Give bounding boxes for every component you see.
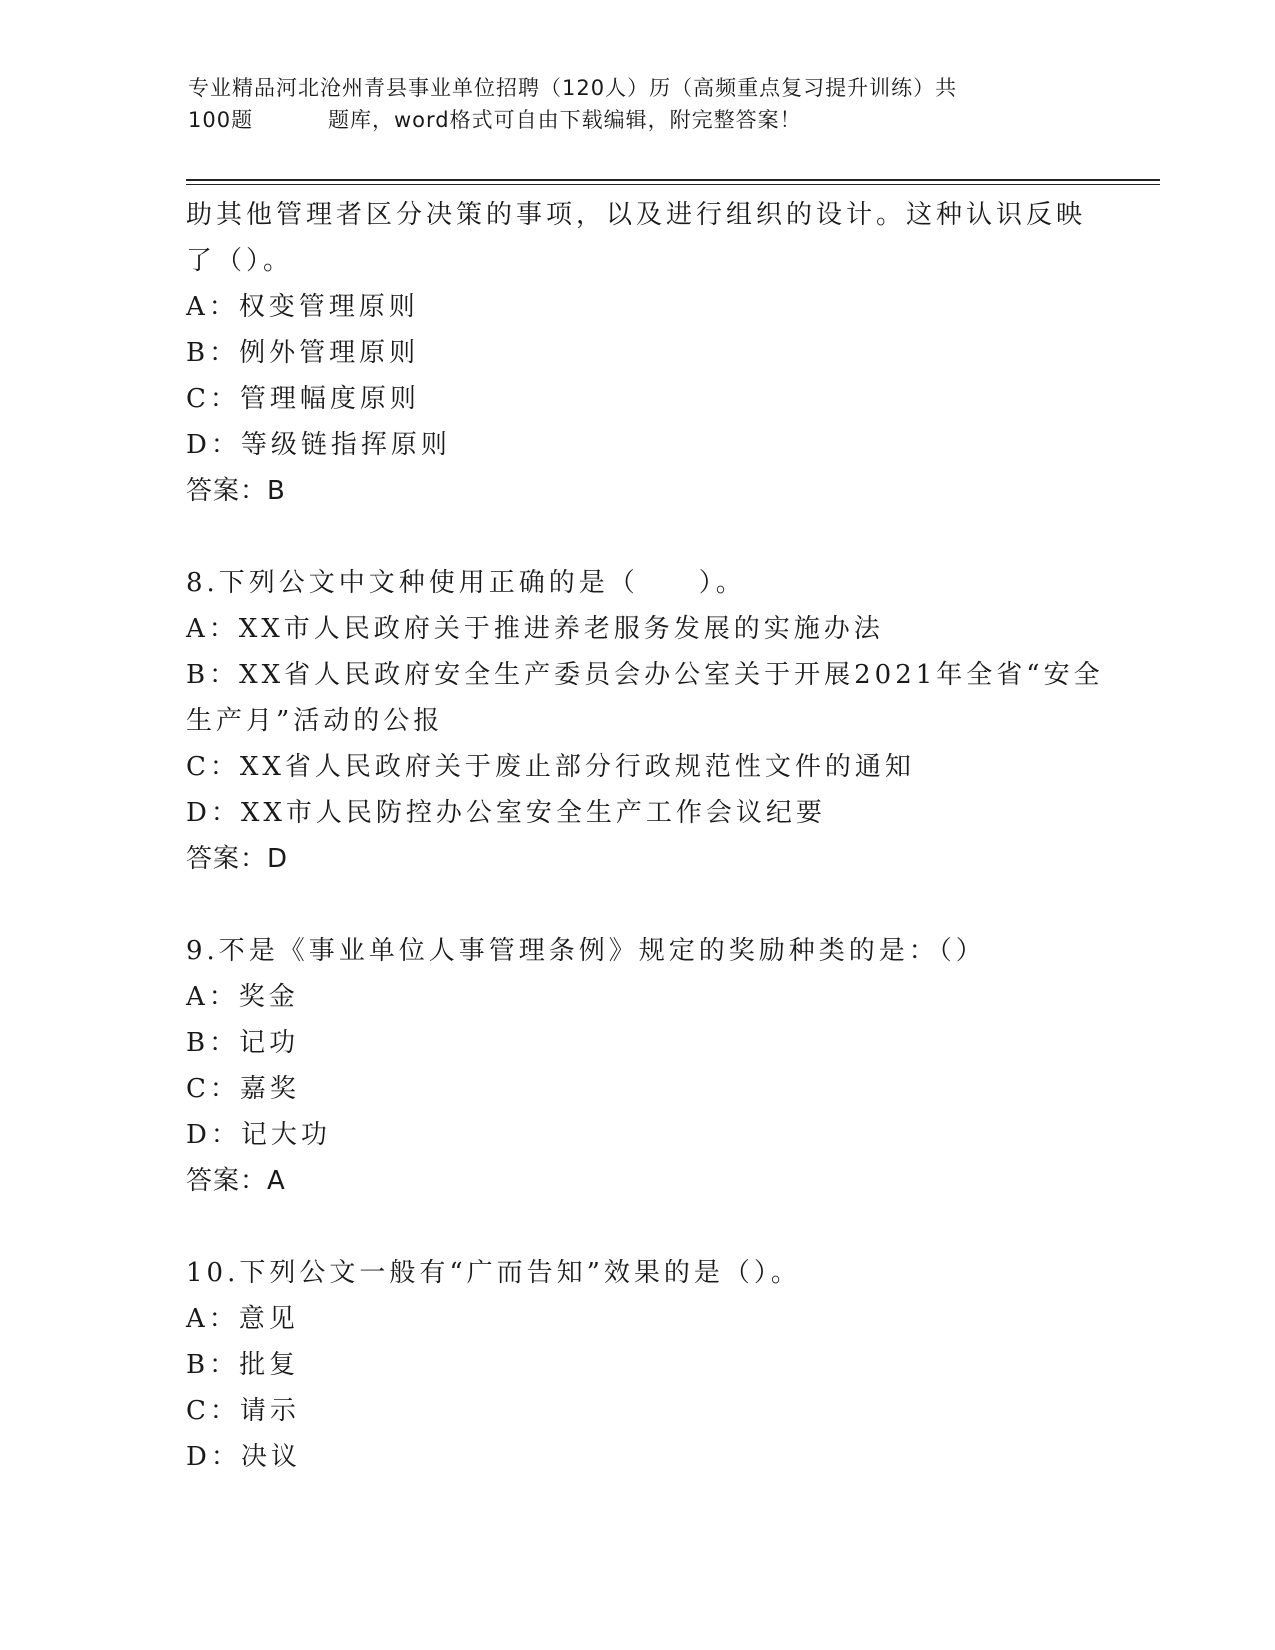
header-title-line1: 专业精品河北沧州青县事业单位招聘（120人）历（高频重点复习提升训练）共 xyxy=(188,76,958,100)
q8-answer: 答案：D xyxy=(186,844,289,874)
spacer xyxy=(186,1204,1086,1250)
q8-stem: 8.下列公文中文种使用正确的是（ ）。 xyxy=(186,568,746,598)
q9-option-b: B：记功 xyxy=(186,1028,300,1058)
q10-stem: 10.下列公文一般有“广而告知”效果的是（）。 xyxy=(186,1258,801,1288)
q7-option-a: A：权变管理原则 xyxy=(186,292,419,322)
q9-option-c: C：嘉奖 xyxy=(186,1074,300,1104)
q9-option-a: A：奖金 xyxy=(186,982,299,1012)
q10-option-a: A：意见 xyxy=(186,1304,299,1334)
q9-answer: 答案：A xyxy=(186,1166,286,1196)
header-divider-thin xyxy=(186,184,1160,185)
q9-option-d: D：记大功 xyxy=(186,1120,331,1150)
header-divider-thick xyxy=(186,179,1160,181)
spacer xyxy=(186,882,1086,928)
q7-option-c: C：管理幅度原则 xyxy=(186,384,420,414)
header-title-line2 xyxy=(188,104,1068,136)
q8-option-c: C：XX省人民政府关于废止部分行政规范性文件的通知 xyxy=(186,752,915,782)
q10-option-b: B：批复 xyxy=(186,1350,300,1380)
q7-answer: 答案：B xyxy=(186,476,286,506)
q8-option-a: A：XX市人民政府关于推进养老服务发展的实施办法 xyxy=(186,614,884,644)
header-question-count: 100题 xyxy=(188,108,254,132)
q7-stem-continued-1: 助其他管理者区分决策的事项，以及进行组织的设计。这种认识反映 xyxy=(186,200,1087,230)
q9-stem: 9.不是《事业单位人事管理条例》规定的奖励种类的是：（） xyxy=(186,936,986,966)
q10-option-d: D：决议 xyxy=(186,1442,301,1472)
question-content xyxy=(186,192,1104,1480)
q10-option-c: C：请示 xyxy=(186,1396,300,1426)
page-header xyxy=(188,72,1068,136)
q7-stem-continued-2: 了（）。 xyxy=(186,246,294,276)
header-description: 题库，word格式可自由下载编辑，附完整答案！ xyxy=(328,108,802,132)
q7-option-d: D：等级链指挥原则 xyxy=(186,430,451,460)
q8-option-b-continued: 生产月”活动的公报 xyxy=(186,706,444,736)
q7-option-b: B：例外管理原则 xyxy=(186,338,420,368)
spacer xyxy=(186,514,1086,560)
q8-option-d: D：XX市人民防控办公室安全生产工作会议纪要 xyxy=(186,798,826,828)
q8-option-b: B：XX省人民政府安全生产委员会办公室关于开展2021年全省“安全 xyxy=(186,660,1104,690)
